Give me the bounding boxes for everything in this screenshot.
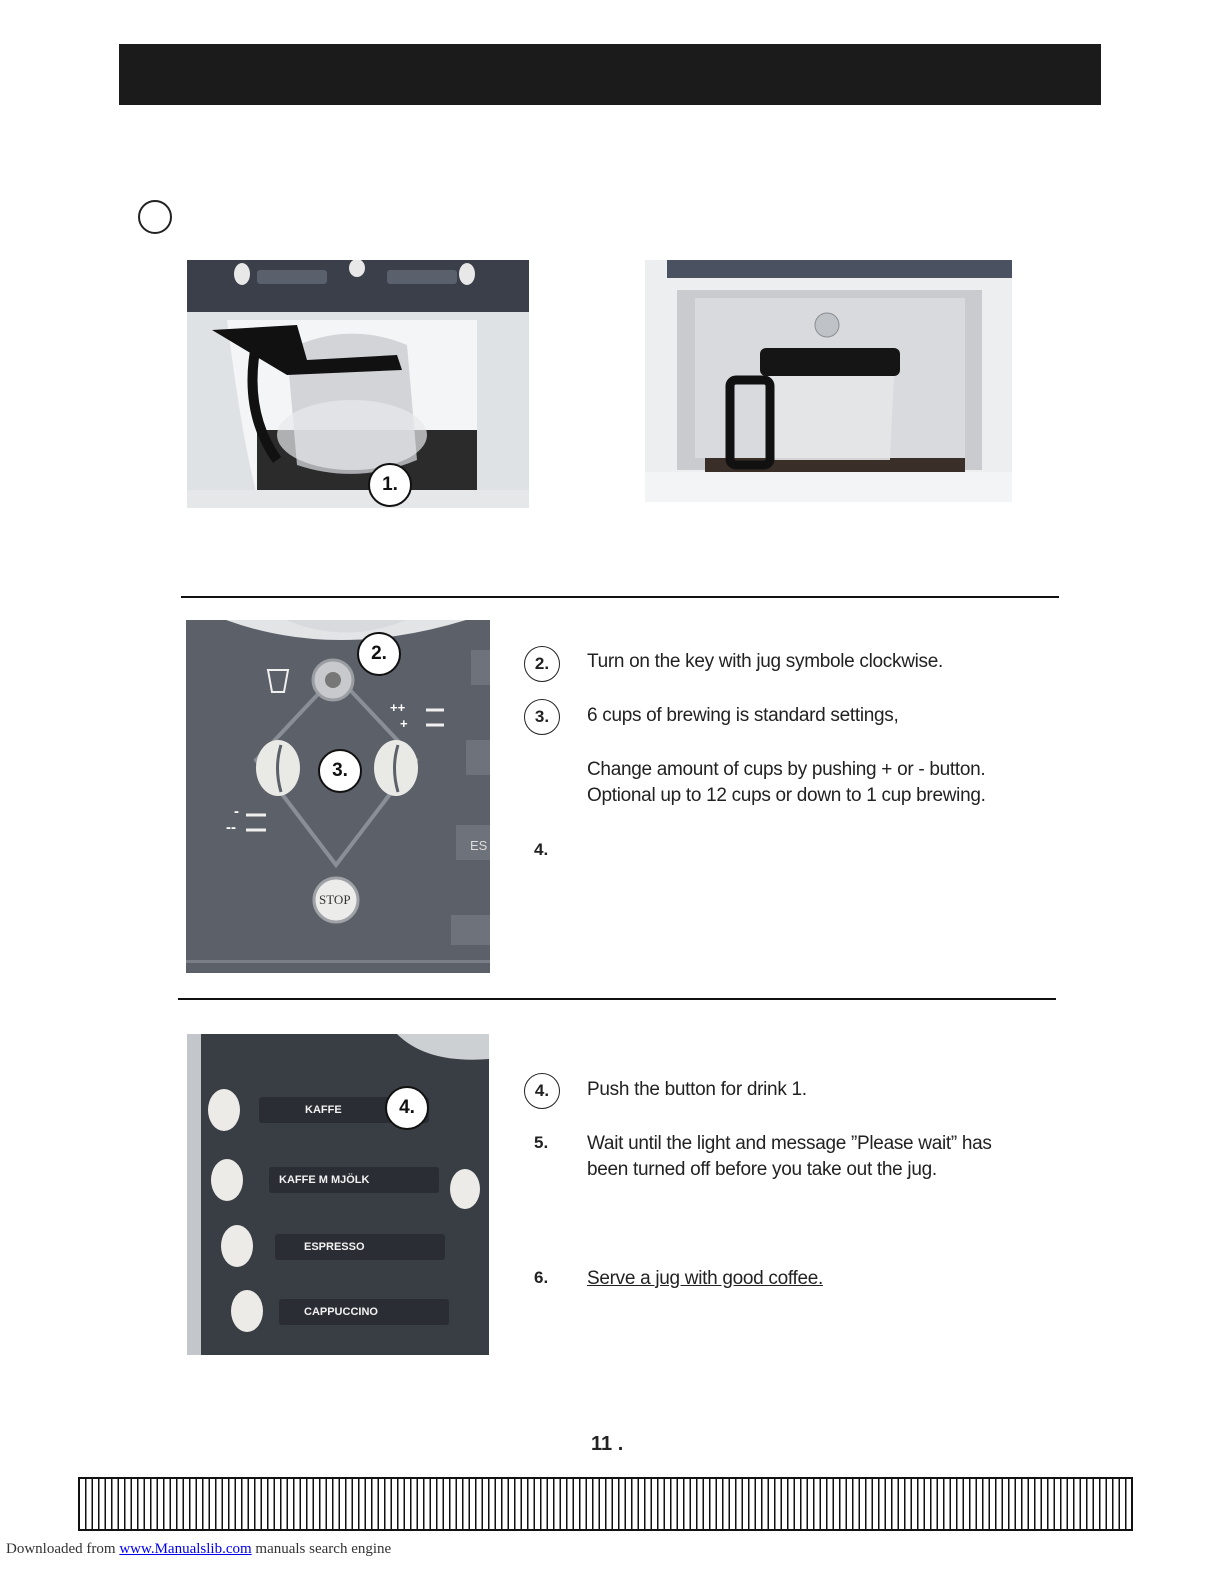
step-5-number: 5. — [534, 1133, 549, 1152]
stop-button-label: STOP — [319, 892, 351, 907]
divider-middle — [178, 998, 1056, 1000]
step-4-badge: 4. — [385, 1086, 429, 1130]
step-4-number-b: 4. — [524, 1073, 560, 1109]
step-4-number-a: 4. — [534, 840, 549, 859]
step-1-badge: 1. — [368, 463, 412, 507]
side-button-label: ES — [470, 838, 488, 853]
download-prefix: Downloaded from — [6, 1541, 120, 1557]
step-3-text: 6 cups of brewing is standard settings, — [587, 705, 899, 726]
change-amount-text: Change amount of cups by pushing + or - button. — [587, 759, 986, 780]
step-2-badge: 2. — [357, 632, 401, 676]
step-2-number: 2. — [524, 646, 560, 682]
control-panel-photo — [186, 620, 490, 973]
drink-button-cappuccino: CAPPUCCINO — [304, 1306, 378, 1318]
download-source — [6, 1541, 391, 1558]
section-circle-marker — [138, 200, 172, 234]
step-5-text-cont: been turned off before you take out the jug. — [587, 1159, 937, 1180]
plus-plus-label: ++ — [390, 700, 406, 715]
minus-label: - — [234, 803, 239, 820]
drink-button-kaffe: KAFFE — [305, 1104, 342, 1116]
step-2-text: Turn on the key with jug symbole clockwise. — [587, 651, 943, 672]
footer-barcode-strip — [78, 1477, 1133, 1531]
jug-placement-photo — [187, 260, 529, 508]
header-bar — [119, 44, 1101, 105]
step-6-number: 6. — [534, 1268, 549, 1287]
manualslib-link[interactable]: www.Manualslib.com — [119, 1541, 252, 1557]
plus-label: + — [400, 716, 408, 731]
drink-button-espresso: ESPRESSO — [304, 1241, 365, 1253]
optional-cups-text: Optional up to 12 cups or down to 1 cup brewing. — [587, 785, 986, 806]
step-3-number: 3. — [524, 699, 560, 735]
step-3-badge: 3. — [318, 749, 362, 793]
minus-minus-label: -- — [226, 819, 236, 836]
divider-top — [181, 596, 1059, 598]
step-6-text: Serve a jug with good coffee. — [587, 1268, 823, 1289]
drink-buttons-photo — [187, 1034, 489, 1355]
jug-in-chamber-photo — [645, 260, 1012, 502]
step-4-text: Push the button for drink 1. — [587, 1079, 807, 1100]
page-number: 11 . — [591, 1433, 624, 1455]
step-5-text: Wait until the light and message ”Please wait” has — [587, 1133, 992, 1154]
download-suffix: manuals search engine — [251, 1541, 392, 1557]
drink-button-kaffe-m-mjolk: KAFFE M MJÖLK — [279, 1174, 370, 1186]
